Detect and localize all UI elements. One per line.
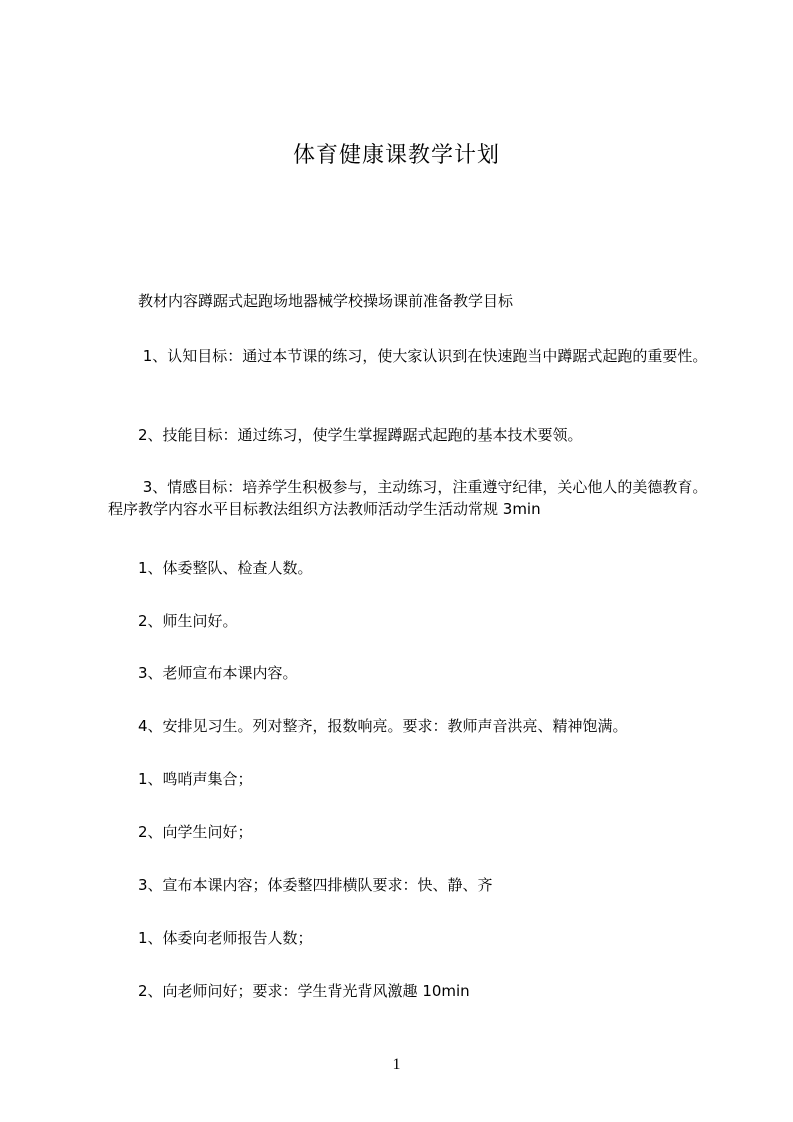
list-item: [108, 662, 714, 684]
list-item: [108, 980, 714, 1002]
paragraph-text: 2、技能目标：通过练习，使学生掌握蹲踞式起跑的基本技术要领。: [138, 426, 583, 444]
list-item: [108, 768, 714, 790]
list-item: [108, 557, 714, 579]
paragraph-cognitive-goal: [108, 345, 714, 367]
list-item: [108, 874, 714, 896]
list-item: [108, 610, 714, 632]
list-item: [108, 927, 714, 949]
paragraph-materials: [108, 290, 714, 312]
page-number: 1: [392, 1056, 401, 1073]
paragraph-text: 1、体委整队、检查人数。: [138, 559, 313, 577]
paragraph-text: 3、宣布本课内容；体委整四排横队要求：快、静、齐: [138, 876, 493, 894]
paragraph-text: 2、师生问好。: [138, 612, 238, 630]
paragraph-text: 1、认知目标：通过本节课的练习，使大家认识到在快速跑当中蹲踞式起跑的重要性。: [138, 347, 708, 365]
list-item: [108, 821, 714, 843]
paragraph-emotional-goal: [108, 476, 714, 520]
paragraph-skill-goal: [108, 424, 714, 446]
paragraph-text: 3、情感目标：培养学生积极参与，主动练习，注重遵守纪律，关心他人的美德教育。程序教学内容水平目标教法组织方法教师活动学生活动常规 3min: [108, 478, 708, 518]
paragraph-text: 1、鸣哨声集合；: [138, 770, 253, 788]
paragraph-text: 2、向老师问好；要求：学生背光背风激趣 10min: [138, 982, 470, 1000]
paragraph-text: 1、体委向老师报告人数；: [138, 929, 313, 947]
document-title: 体育健康课教学计划: [292, 143, 500, 168]
paragraph-text: 2、向学生问好；: [138, 823, 253, 841]
paragraph-text: 教材内容蹲踞式起跑场地器械学校操场课前准备教学目标: [138, 292, 514, 310]
paragraph-text: 4、安排见习生。列对整齐，报数响亮。要求：教师声音洪亮、精神饱满。: [138, 717, 628, 735]
paragraph-text: 3、老师宣布本课内容。: [138, 664, 298, 682]
list-item: [108, 715, 714, 737]
